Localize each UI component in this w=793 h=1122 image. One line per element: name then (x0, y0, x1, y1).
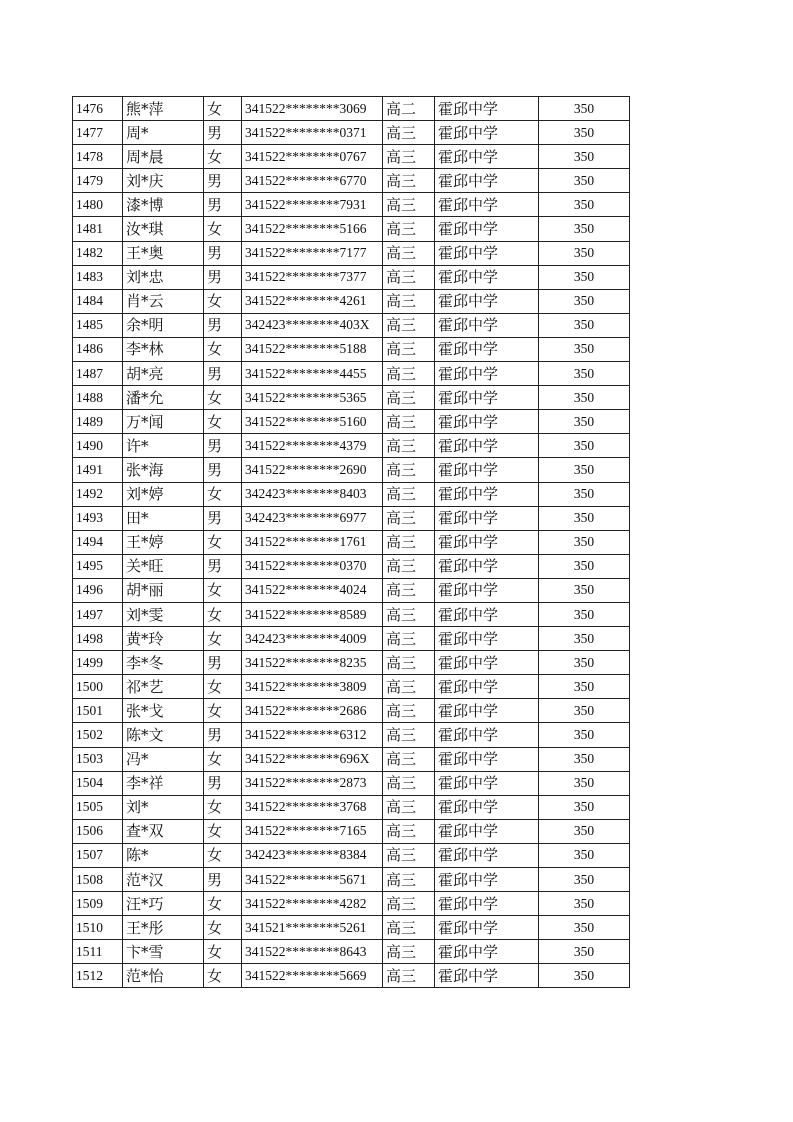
name-cell: 张*海 (123, 458, 204, 482)
table-row (73, 337, 630, 361)
gender-cell: 女 (204, 386, 242, 410)
gender-cell: 女 (204, 530, 242, 554)
gender-cell: 男 (204, 651, 242, 675)
score-cell: 350 (539, 747, 630, 771)
row-number-cell: 1490 (73, 434, 123, 458)
id-number-cell: 341522********7931 (242, 193, 383, 217)
school-cell: 霍邱中学 (435, 506, 539, 530)
id-number-cell: 341522********4379 (242, 434, 383, 458)
score-cell: 350 (539, 434, 630, 458)
id-number-cell: 341522********2873 (242, 771, 383, 795)
id-number-cell: 341522********7377 (242, 265, 383, 289)
school-cell: 霍邱中学 (435, 434, 539, 458)
school-cell: 霍邱中学 (435, 313, 539, 337)
grade-cell: 高三 (383, 771, 435, 795)
table-row (73, 964, 630, 988)
grade-cell: 高三 (383, 964, 435, 988)
school-cell: 霍邱中学 (435, 723, 539, 747)
grade-cell: 高三 (383, 434, 435, 458)
grade-cell: 高三 (383, 940, 435, 964)
score-cell: 350 (539, 265, 630, 289)
gender-cell: 男 (204, 506, 242, 530)
gender-cell: 男 (204, 241, 242, 265)
row-number-cell: 1499 (73, 651, 123, 675)
gender-cell: 女 (204, 964, 242, 988)
school-cell: 霍邱中学 (435, 554, 539, 578)
id-number-cell: 341522********5669 (242, 964, 383, 988)
table-row (73, 916, 630, 940)
table-row (73, 506, 630, 530)
row-number-cell: 1481 (73, 217, 123, 241)
name-cell: 刘*庆 (123, 169, 204, 193)
school-cell: 霍邱中学 (435, 578, 539, 602)
score-cell: 350 (539, 145, 630, 169)
id-number-cell: 341522********4282 (242, 892, 383, 916)
id-number-cell: 341522********5365 (242, 386, 383, 410)
id-number-cell: 341522********3069 (242, 97, 383, 121)
school-cell: 霍邱中学 (435, 217, 539, 241)
row-number-cell: 1502 (73, 723, 123, 747)
table-row (73, 723, 630, 747)
row-number-cell: 1505 (73, 795, 123, 819)
gender-cell: 女 (204, 97, 242, 121)
grade-cell: 高三 (383, 868, 435, 892)
table-row (73, 651, 630, 675)
name-cell: 肖*云 (123, 289, 204, 313)
table-row (73, 362, 630, 386)
school-cell: 霍邱中学 (435, 892, 539, 916)
id-number-cell: 341522********7165 (242, 819, 383, 843)
id-number-cell: 342423********6977 (242, 506, 383, 530)
id-number-cell: 341522********4455 (242, 362, 383, 386)
grade-cell: 高三 (383, 675, 435, 699)
grade-cell: 高三 (383, 458, 435, 482)
table-row (73, 145, 630, 169)
table-row (73, 892, 630, 916)
score-cell: 350 (539, 651, 630, 675)
table-row (73, 675, 630, 699)
gender-cell: 女 (204, 916, 242, 940)
name-cell: 刘*忠 (123, 265, 204, 289)
row-number-cell: 1478 (73, 145, 123, 169)
grade-cell: 高三 (383, 819, 435, 843)
id-number-cell: 341522********6770 (242, 169, 383, 193)
id-number-cell: 341522********4261 (242, 289, 383, 313)
gender-cell: 女 (204, 675, 242, 699)
row-number-cell: 1504 (73, 771, 123, 795)
table-row (73, 241, 630, 265)
name-cell: 田* (123, 506, 204, 530)
table-row (73, 410, 630, 434)
table-row (73, 843, 630, 867)
id-number-cell: 341522********2690 (242, 458, 383, 482)
gender-cell: 男 (204, 434, 242, 458)
school-cell: 霍邱中学 (435, 169, 539, 193)
name-cell: 王*婷 (123, 530, 204, 554)
grade-cell: 高三 (383, 313, 435, 337)
score-cell: 350 (539, 819, 630, 843)
table-row (73, 868, 630, 892)
name-cell: 胡*亮 (123, 362, 204, 386)
row-number-cell: 1501 (73, 699, 123, 723)
school-cell: 霍邱中学 (435, 651, 539, 675)
name-cell: 陈* (123, 843, 204, 867)
table-row (73, 458, 630, 482)
grade-cell: 高三 (383, 362, 435, 386)
grade-cell: 高三 (383, 627, 435, 651)
gender-cell: 女 (204, 747, 242, 771)
score-cell: 350 (539, 506, 630, 530)
row-number-cell: 1508 (73, 868, 123, 892)
table-row (73, 771, 630, 795)
gender-cell: 男 (204, 121, 242, 145)
score-cell: 350 (539, 627, 630, 651)
gender-cell: 女 (204, 578, 242, 602)
row-number-cell: 1500 (73, 675, 123, 699)
grade-cell: 高三 (383, 193, 435, 217)
score-cell: 350 (539, 554, 630, 578)
score-cell: 350 (539, 916, 630, 940)
table-row (73, 289, 630, 313)
grade-cell: 高三 (383, 482, 435, 506)
row-number-cell: 1510 (73, 916, 123, 940)
school-cell: 霍邱中学 (435, 530, 539, 554)
gender-cell: 女 (204, 482, 242, 506)
score-cell: 350 (539, 530, 630, 554)
gender-cell: 女 (204, 602, 242, 626)
id-number-cell: 341522********5160 (242, 410, 383, 434)
name-cell: 冯* (123, 747, 204, 771)
school-cell: 霍邱中学 (435, 289, 539, 313)
row-number-cell: 1480 (73, 193, 123, 217)
row-number-cell: 1485 (73, 313, 123, 337)
score-cell: 350 (539, 602, 630, 626)
gender-cell: 女 (204, 410, 242, 434)
row-number-cell: 1507 (73, 843, 123, 867)
school-cell: 霍邱中学 (435, 699, 539, 723)
grade-cell: 高三 (383, 386, 435, 410)
row-number-cell: 1486 (73, 337, 123, 361)
score-cell: 350 (539, 241, 630, 265)
table-row (73, 193, 630, 217)
school-cell: 霍邱中学 (435, 964, 539, 988)
id-number-cell: 341522********8643 (242, 940, 383, 964)
table-row (73, 819, 630, 843)
score-cell: 350 (539, 578, 630, 602)
school-cell: 霍邱中学 (435, 602, 539, 626)
gender-cell: 男 (204, 265, 242, 289)
score-cell: 350 (539, 868, 630, 892)
grade-cell: 高三 (383, 241, 435, 265)
school-cell: 霍邱中学 (435, 362, 539, 386)
student-list-table (72, 96, 630, 988)
name-cell: 万*闻 (123, 410, 204, 434)
table-row (73, 482, 630, 506)
name-cell: 王*奥 (123, 241, 204, 265)
id-number-cell: 342423********403X (242, 313, 383, 337)
grade-cell: 高三 (383, 265, 435, 289)
id-number-cell: 342423********4009 (242, 627, 383, 651)
gender-cell: 男 (204, 362, 242, 386)
gender-cell: 女 (204, 145, 242, 169)
row-number-cell: 1495 (73, 554, 123, 578)
gender-cell: 男 (204, 458, 242, 482)
id-number-cell: 341522********4024 (242, 578, 383, 602)
school-cell: 霍邱中学 (435, 482, 539, 506)
name-cell: 卞*雪 (123, 940, 204, 964)
table-body (73, 97, 630, 988)
score-cell: 350 (539, 482, 630, 506)
school-cell: 霍邱中学 (435, 771, 539, 795)
row-number-cell: 1511 (73, 940, 123, 964)
name-cell: 汝*琪 (123, 217, 204, 241)
id-number-cell: 341522********696X (242, 747, 383, 771)
gender-cell: 女 (204, 289, 242, 313)
id-number-cell: 341522********2686 (242, 699, 383, 723)
score-cell: 350 (539, 193, 630, 217)
id-number-cell: 341522********5188 (242, 337, 383, 361)
id-number-cell: 341522********6312 (242, 723, 383, 747)
school-cell: 霍邱中学 (435, 337, 539, 361)
table-row (73, 699, 630, 723)
school-cell: 霍邱中学 (435, 265, 539, 289)
id-number-cell: 341522********8589 (242, 602, 383, 626)
table-row (73, 434, 630, 458)
table-row (73, 530, 630, 554)
grade-cell: 高三 (383, 651, 435, 675)
table-row (73, 747, 630, 771)
gender-cell: 男 (204, 193, 242, 217)
id-number-cell: 341522********1761 (242, 530, 383, 554)
name-cell: 潘*允 (123, 386, 204, 410)
id-number-cell: 342423********8403 (242, 482, 383, 506)
score-cell: 350 (539, 940, 630, 964)
school-cell: 霍邱中学 (435, 916, 539, 940)
school-cell: 霍邱中学 (435, 410, 539, 434)
grade-cell: 高二 (383, 97, 435, 121)
score-cell: 350 (539, 97, 630, 121)
table-row (73, 627, 630, 651)
row-number-cell: 1496 (73, 578, 123, 602)
gender-cell: 女 (204, 843, 242, 867)
score-cell: 350 (539, 337, 630, 361)
table-row (73, 97, 630, 121)
id-number-cell: 341521********5261 (242, 916, 383, 940)
score-cell: 350 (539, 675, 630, 699)
name-cell: 许* (123, 434, 204, 458)
score-cell: 350 (539, 892, 630, 916)
gender-cell: 男 (204, 723, 242, 747)
school-cell: 霍邱中学 (435, 868, 539, 892)
name-cell: 熊*萍 (123, 97, 204, 121)
row-number-cell: 1494 (73, 530, 123, 554)
row-number-cell: 1476 (73, 97, 123, 121)
gender-cell: 女 (204, 217, 242, 241)
name-cell: 余*明 (123, 313, 204, 337)
score-cell: 350 (539, 771, 630, 795)
name-cell: 李*林 (123, 337, 204, 361)
name-cell: 关*旺 (123, 554, 204, 578)
school-cell: 霍邱中学 (435, 458, 539, 482)
name-cell: 刘*婷 (123, 482, 204, 506)
row-number-cell: 1489 (73, 410, 123, 434)
grade-cell: 高三 (383, 410, 435, 434)
name-cell: 刘*雯 (123, 602, 204, 626)
table-row (73, 578, 630, 602)
grade-cell: 高三 (383, 723, 435, 747)
score-cell: 350 (539, 458, 630, 482)
name-cell: 周*晨 (123, 145, 204, 169)
table-row (73, 265, 630, 289)
school-cell: 霍邱中学 (435, 843, 539, 867)
school-cell: 霍邱中学 (435, 747, 539, 771)
gender-cell: 男 (204, 313, 242, 337)
row-number-cell: 1483 (73, 265, 123, 289)
school-cell: 霍邱中学 (435, 193, 539, 217)
row-number-cell: 1488 (73, 386, 123, 410)
row-number-cell: 1477 (73, 121, 123, 145)
row-number-cell: 1497 (73, 602, 123, 626)
gender-cell: 女 (204, 627, 242, 651)
score-cell: 350 (539, 362, 630, 386)
grade-cell: 高三 (383, 602, 435, 626)
table-row (73, 217, 630, 241)
name-cell: 刘* (123, 795, 204, 819)
id-number-cell: 341522********5166 (242, 217, 383, 241)
score-cell: 350 (539, 699, 630, 723)
grade-cell: 高三 (383, 121, 435, 145)
score-cell: 350 (539, 313, 630, 337)
gender-cell: 男 (204, 554, 242, 578)
table-row (73, 313, 630, 337)
school-cell: 霍邱中学 (435, 145, 539, 169)
school-cell: 霍邱中学 (435, 97, 539, 121)
grade-cell: 高三 (383, 169, 435, 193)
name-cell: 漆*博 (123, 193, 204, 217)
id-number-cell: 341522********3809 (242, 675, 383, 699)
grade-cell: 高三 (383, 145, 435, 169)
school-cell: 霍邱中学 (435, 819, 539, 843)
table-row (73, 121, 630, 145)
gender-cell: 男 (204, 169, 242, 193)
id-number-cell: 341522********8235 (242, 651, 383, 675)
id-number-cell: 341522********7177 (242, 241, 383, 265)
grade-cell: 高三 (383, 747, 435, 771)
row-number-cell: 1506 (73, 819, 123, 843)
score-cell: 350 (539, 795, 630, 819)
score-cell: 350 (539, 217, 630, 241)
gender-cell: 女 (204, 819, 242, 843)
name-cell: 陈*文 (123, 723, 204, 747)
table-row (73, 169, 630, 193)
row-number-cell: 1503 (73, 747, 123, 771)
id-number-cell: 341522********0767 (242, 145, 383, 169)
id-number-cell: 341522********0370 (242, 554, 383, 578)
gender-cell: 女 (204, 795, 242, 819)
name-cell: 黄*玲 (123, 627, 204, 651)
gender-cell: 女 (204, 940, 242, 964)
school-cell: 霍邱中学 (435, 675, 539, 699)
gender-cell: 男 (204, 771, 242, 795)
name-cell: 查*双 (123, 819, 204, 843)
id-number-cell: 341522********3768 (242, 795, 383, 819)
grade-cell: 高三 (383, 289, 435, 313)
id-number-cell: 342423********8384 (242, 843, 383, 867)
row-number-cell: 1482 (73, 241, 123, 265)
id-number-cell: 341522********0371 (242, 121, 383, 145)
name-cell: 李*祥 (123, 771, 204, 795)
name-cell: 胡*丽 (123, 578, 204, 602)
grade-cell: 高三 (383, 217, 435, 241)
grade-cell: 高三 (383, 916, 435, 940)
grade-cell: 高三 (383, 337, 435, 361)
row-number-cell: 1492 (73, 482, 123, 506)
school-cell: 霍邱中学 (435, 795, 539, 819)
gender-cell: 女 (204, 337, 242, 361)
row-number-cell: 1512 (73, 964, 123, 988)
school-cell: 霍邱中学 (435, 940, 539, 964)
school-cell: 霍邱中学 (435, 627, 539, 651)
table-row (73, 940, 630, 964)
score-cell: 350 (539, 723, 630, 747)
score-cell: 350 (539, 121, 630, 145)
row-number-cell: 1493 (73, 506, 123, 530)
score-cell: 350 (539, 843, 630, 867)
gender-cell: 男 (204, 868, 242, 892)
name-cell: 范*汉 (123, 868, 204, 892)
row-number-cell: 1509 (73, 892, 123, 916)
score-cell: 350 (539, 386, 630, 410)
score-cell: 350 (539, 964, 630, 988)
score-cell: 350 (539, 169, 630, 193)
grade-cell: 高三 (383, 506, 435, 530)
gender-cell: 女 (204, 699, 242, 723)
id-number-cell: 341522********5671 (242, 868, 383, 892)
score-cell: 350 (539, 410, 630, 434)
score-cell: 350 (539, 289, 630, 313)
row-number-cell: 1479 (73, 169, 123, 193)
row-number-cell: 1487 (73, 362, 123, 386)
name-cell: 王*彤 (123, 916, 204, 940)
name-cell: 周* (123, 121, 204, 145)
grade-cell: 高三 (383, 795, 435, 819)
row-number-cell: 1498 (73, 627, 123, 651)
name-cell: 汪*巧 (123, 892, 204, 916)
grade-cell: 高三 (383, 578, 435, 602)
name-cell: 范*怡 (123, 964, 204, 988)
row-number-cell: 1484 (73, 289, 123, 313)
grade-cell: 高三 (383, 530, 435, 554)
name-cell: 祁*艺 (123, 675, 204, 699)
table-row (73, 386, 630, 410)
grade-cell: 高三 (383, 843, 435, 867)
grade-cell: 高三 (383, 699, 435, 723)
name-cell: 李*冬 (123, 651, 204, 675)
school-cell: 霍邱中学 (435, 121, 539, 145)
grade-cell: 高三 (383, 554, 435, 578)
table-row (73, 554, 630, 578)
table-row (73, 795, 630, 819)
grade-cell: 高三 (383, 892, 435, 916)
school-cell: 霍邱中学 (435, 386, 539, 410)
gender-cell: 女 (204, 892, 242, 916)
school-cell: 霍邱中学 (435, 241, 539, 265)
table-row (73, 602, 630, 626)
row-number-cell: 1491 (73, 458, 123, 482)
name-cell: 张*戈 (123, 699, 204, 723)
